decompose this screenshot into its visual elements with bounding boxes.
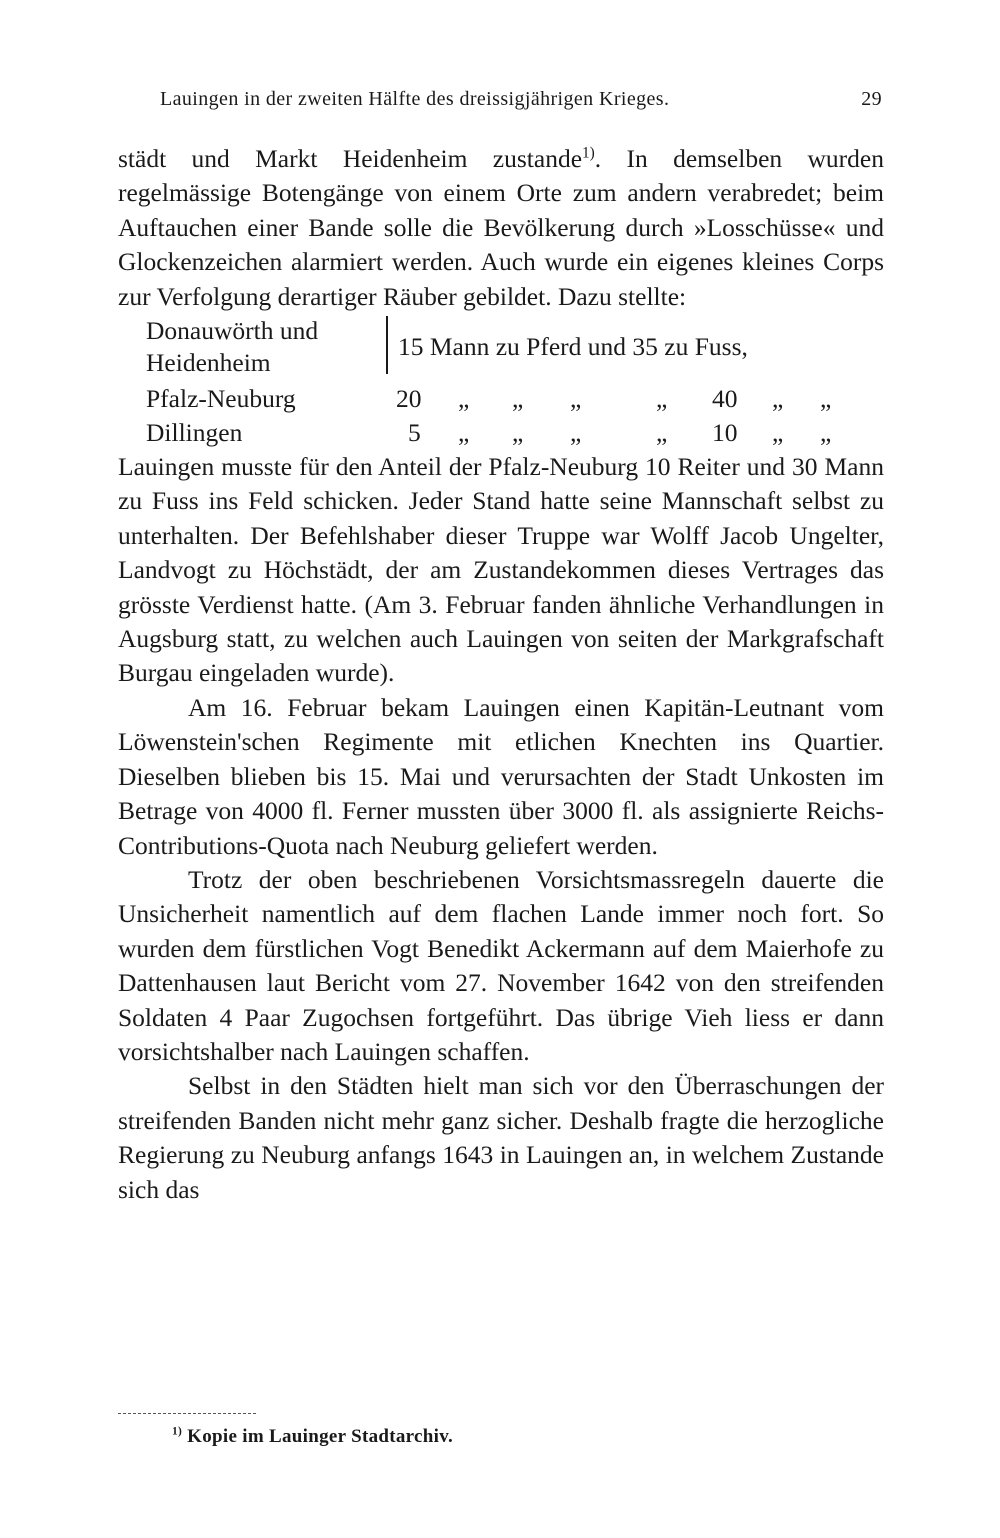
table-row-text: 15 Mann zu Pferd und 35 zu Fuss, [398, 332, 748, 362]
table-row-name: Donauwörth und [146, 316, 319, 346]
ditto-mark: „ [820, 384, 832, 414]
body-text [118, 142, 884, 1207]
paragraph: Trotz der oben beschriebenen Vorsichtsmassregeln dauerte die Unsicherheit namentlich auf dem flachen Lande immer noch fort. So wurden dem fürstlichen Vogt Benedikt Ackermann auf dem Maierhofe zu Dattenhausen laut Bericht vom 27. November 1642 von den streifenden Soldaten 4 Paar Zugochsen fortgeführt. Das übrige Vieh liess er dann vorsichtshalber nach Lauingen schaffen. [118, 864, 884, 1066]
table-cavalry-value: 20 [396, 384, 422, 414]
ditto-mark: „ [458, 384, 470, 414]
ditto-mark: „ [772, 418, 784, 448]
table-row-name: Dillingen [146, 418, 243, 448]
paragraph [118, 142, 884, 314]
table-row-name: Heidenheim [146, 348, 271, 378]
running-header [160, 88, 882, 118]
footnote-reference: 1) [582, 144, 595, 162]
paragraph: Lauingen musste für den Anteil der Pfalz-Neuburg 10 Reiter und 30 Mann zu Fuss ins Feld schicken. Jeder Stand hatte seine Mannschaft selbst zu unterhalten. Der Befehlshaber dieser Truppe war Wolff Jacob Ungelter, Landvogt zu Höchstädt, der am Zustandekommen dieses Vertrages das grösste Verdienst hatte. (Am 3. Februar fanden ähnliche Verhandlungen in Augsburg statt, zu welchen auch Lauingen von seiten der Markgrafschaft Burgau eingeladen wurde). [118, 452, 884, 688]
footnote [172, 1426, 453, 1448]
ditto-mark: „ [656, 384, 668, 414]
ditto-mark: „ [772, 384, 784, 414]
ditto-mark: „ [820, 418, 832, 448]
ditto-mark: „ [570, 384, 582, 414]
paragraph: Selbst in den Städten hielt man sich vor den Überraschungen der streifenden Banden nicht mehr ganz sicher. Deshalb fragte die herzogliche Regierung zu Neuburg anfangs 1643 in Lauingen an, in welchem Zustande sich das [118, 1071, 884, 1204]
table-cavalry-value: 5 [408, 418, 421, 448]
ditto-mark: „ [570, 418, 582, 448]
footnote-text: Kopie im Lauinger Stadtarchiv. [187, 1426, 454, 1447]
paragraph: Am 16. Februar bekam Lauingen einen Kapitän-Leutnant vom Löwenstein'schen Regimente mit etlichen Knechten ins Quartier. Dieselben blieben bis 15. Mai und verursachten der Stadt Unkosten im Betrage von 4000 fl. Ferner mussten über 3000 fl. als assignierte Reichs-Contributions-Quota nach Neuburg geliefert werden. [118, 692, 884, 860]
ditto-mark: „ [458, 418, 470, 448]
running-title: Lauingen in der zweiten Hälfte des dreissigjährigen Krieges. [160, 88, 670, 110]
table-infantry-value: 10 [712, 418, 738, 448]
troop-table [146, 314, 884, 450]
paragraph-text: . In demselben wurden regelmässige Botengänge von einem Orte zum andern verabredet; beim Auftauchen einer Bande solle die Bevölkerung durch »Losschüsse« und Glockenzeichen alarmiert werden. Auch wurde ein eigenes kleines Corps zur Verfolgung derartiger Räuber gebildet. Dazu stellte: [118, 144, 884, 311]
page-number: 29 [861, 88, 882, 110]
brace [378, 316, 388, 374]
ditto-mark: „ [512, 384, 524, 414]
footnote-marker: 1) [172, 1425, 183, 1438]
table-infantry-value: 40 [712, 384, 738, 414]
ditto-mark: „ [656, 418, 668, 448]
paragraph-text: städt und Markt Heidenheim zustande [118, 144, 583, 173]
ditto-mark: „ [512, 418, 524, 448]
table-row-name: Pfalz-Neuburg [146, 384, 296, 414]
footnote-divider [118, 1413, 256, 1414]
